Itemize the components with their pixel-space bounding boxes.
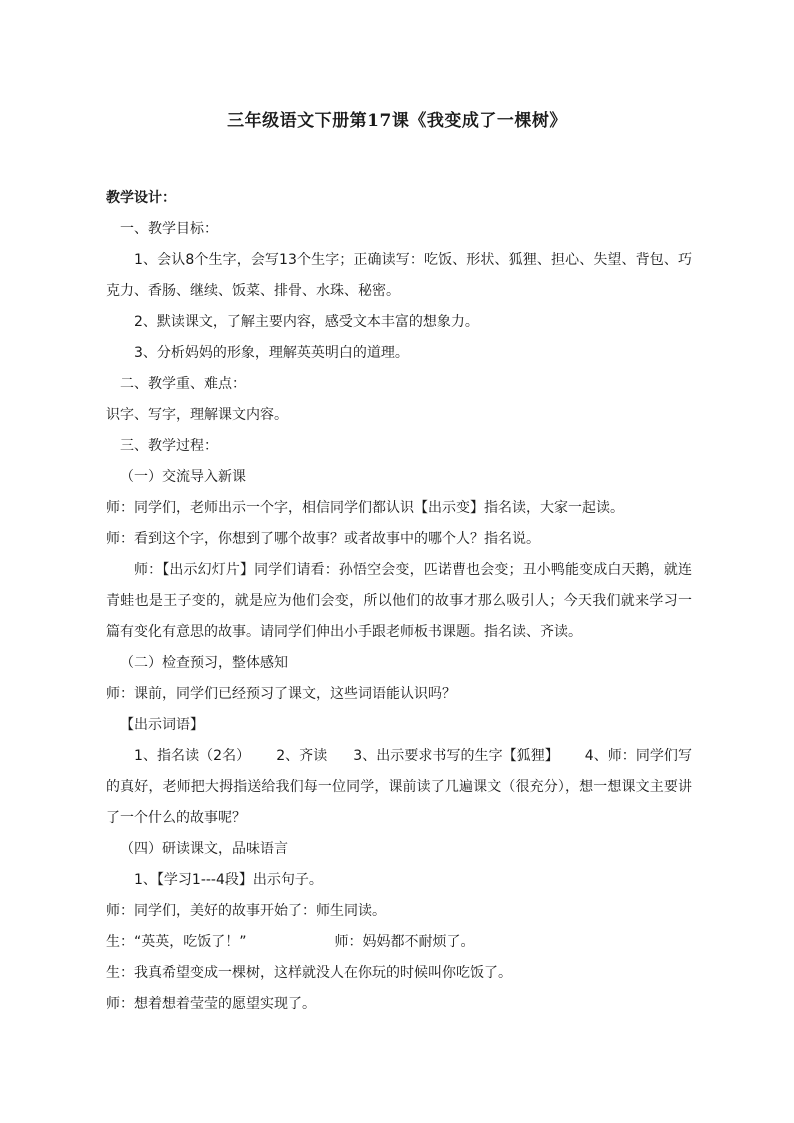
student-line-1: 生：“英英，吃饭了！” bbox=[106, 934, 247, 950]
section-heading-design: 教学设计： bbox=[106, 190, 176, 206]
paragraph-goal-1: 1、会认8个生字，会写13个生字；正确读写：吃饭、形状、狐狸、担心、失望、背包、巧克力、香肠、继续、饭菜、排骨、水珠、秘密。 bbox=[106, 252, 692, 299]
paragraph-goal-2: 2、默读课文，了解主要内容，感受文本丰富的想象力。 bbox=[134, 314, 479, 330]
step-4: 4、师：同学们写的真好，老师把大拇指送给我们每一位同学，课前读了几遍课文（很充分），想一想课文主要讲了一个什么的故事呢？ bbox=[106, 748, 692, 826]
paragraph-teacher-2: 师：看到这个字，你想到了哪个故事？或者故事中的哪个人？指名说。 bbox=[106, 531, 540, 547]
paragraph-teacher-5: 师：同学们，美好的故事开始了：师生同读。 bbox=[106, 903, 386, 919]
heading-process: 三、教学过程： bbox=[120, 438, 218, 454]
paragraph-student-2: 生：我真希望变成一棵树，这样就没人在你玩的时候叫你吃饭了。 bbox=[106, 965, 512, 981]
subheading-study: （四）研读课文，品味语言 bbox=[120, 841, 288, 857]
document-title: 三年级语文下册第17课《我变成了一棵树》 bbox=[227, 111, 567, 131]
paragraph-teacher-7: 师：想着想着莹莹的愿望实现了。 bbox=[106, 996, 316, 1012]
paragraph-key-points: 识字、写字，理解课文内容。 bbox=[106, 407, 288, 423]
document-body bbox=[106, 183, 692, 1020]
paragraph-study-1: 1、【学习1---4段】出示句子。 bbox=[134, 872, 323, 888]
teacher-line-6: 师：妈妈都不耐烦了。 bbox=[334, 934, 475, 950]
paragraph-dialogue bbox=[106, 927, 692, 958]
heading-goals: 一、教学目标： bbox=[120, 221, 218, 237]
subheading-preview: （二）检查预习，整体感知 bbox=[120, 655, 288, 671]
paragraph-teacher-4: 师：课前，同学们已经预习了课文，这些词语能认识吗？ bbox=[106, 686, 456, 702]
paragraph-reading-steps bbox=[106, 741, 692, 834]
step-3: 3、出示要求书写的生字【狐狸】 bbox=[353, 748, 559, 764]
heading-key-points: 二、教学重、难点： bbox=[120, 376, 246, 392]
subheading-intro: （一）交流导入新课 bbox=[120, 469, 246, 485]
step-2: 2、齐读 bbox=[276, 748, 328, 764]
label-show-words: 【出示词语】 bbox=[120, 717, 204, 733]
paragraph-goal-3: 3、分析妈妈的形象，理解英英明白的道理。 bbox=[134, 345, 409, 361]
step-1: 1、指名读（2名） bbox=[134, 748, 251, 764]
paragraph-teacher-1: 师：同学们，老师出示一个字，相信同学们都认识【出示变】指名读，大家一起读。 bbox=[106, 500, 624, 516]
paragraph-teacher-3: 师：【出示幻灯片】同学们请看：孙悟空会变，匹诺曹也会变；丑小鸭能变成白天鹅，就连青蛙也是王子变的，就是应为他们会变，所以他们的故事才那么吸引人；今天我们就来学习一篇有变化有意思的故事。请同学们伸出小手跟老师板书课题。指名读、齐读。 bbox=[106, 562, 692, 640]
